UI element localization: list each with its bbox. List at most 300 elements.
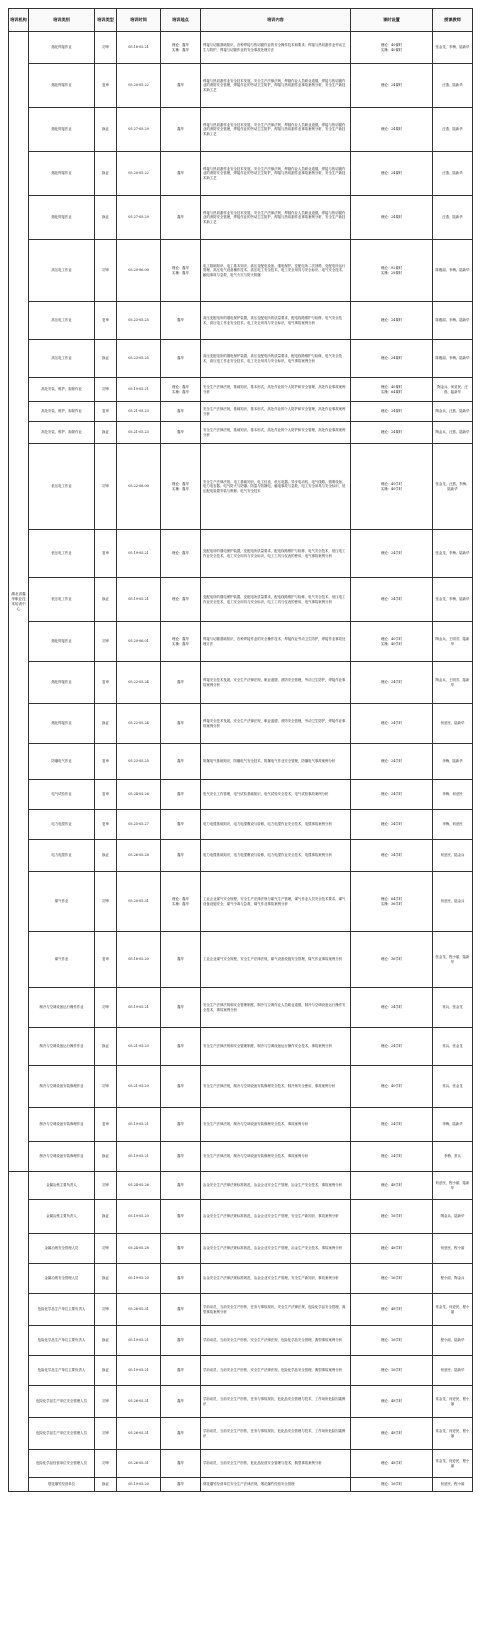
col-header-content: 培训内容	[201, 9, 351, 32]
cell-content: 变配电所的继电保护装置，变配电所质量要求，配电线路维护与检修，电气安全技术，低压电工作业安全技术，电工安全用具与安全标识，电工工具与仪表的使用，电气事故案例分析	[201, 530, 351, 578]
cell-hours	[351, 240, 433, 302]
cell-type: 换证	[95, 108, 117, 152]
col-header-teacher: 授课教师	[433, 9, 473, 32]
cell-content: 焊接与热切割作业安全技术发展，安全生产法律法规，焊割作业人员职业道德，焊接与热切割作业的消防安全管理，焊接作业的劳动卫生防护，焊接与热切割作业事故案例分析，安全生产新技术新工艺	[201, 64, 351, 108]
cell-hours-line: 理论：24课时	[380, 83, 403, 88]
cell-time: 05.20-06.09	[117, 240, 161, 302]
table-row	[9, 196, 473, 240]
cell-hours-line: 理论：24课时	[380, 215, 403, 220]
table-row	[9, 578, 473, 622]
cell-category: 危险化学品生产单位主要负责人	[29, 1356, 95, 1386]
table-row	[9, 402, 473, 422]
table-row	[9, 530, 473, 578]
cell-place-line: 理论：鑫华	[172, 385, 189, 390]
cell-hours	[351, 780, 433, 810]
cell-teacher: 何爱民、程小丽、陆新华	[433, 1172, 473, 1200]
cell-type: 初审	[95, 32, 117, 64]
cell-category: 低压电工作业	[29, 578, 95, 622]
cell-teacher: 常兵、张金龙	[433, 1066, 473, 1108]
cell-org: 湖北省鑫华职业技术培训中心	[9, 32, 29, 1172]
cell-time: 05.23-05.25	[117, 302, 161, 340]
cell-content: 安全生产法律法规，制冷与空调设备安装修理安全技术，事故案例分析	[201, 1142, 351, 1172]
cell-content: 防爆电气基础知识，防爆电气安全技术，防爆电气作业安全管理，防爆电气事故案例分析	[201, 744, 351, 780]
cell-hours	[351, 622, 433, 662]
cell-hours	[351, 1108, 433, 1142]
cell-time: 05.22-06.09	[117, 444, 161, 530]
cell-hours-line: 理论：24学时	[380, 1154, 403, 1159]
cell-hours-line: 理论：40课时	[380, 385, 403, 390]
cell-hours-line: 理论：48学时	[380, 1431, 403, 1436]
table-row	[9, 1386, 473, 1418]
cell-type: 复审	[95, 780, 117, 810]
cell-place	[161, 402, 201, 422]
cell-teacher: 陶金兵、何爱民、汪燕、陆新华	[433, 378, 473, 402]
cell-teacher: 汪燕、陆新华	[433, 108, 473, 152]
cell-place	[161, 1066, 201, 1108]
cell-type: 初审	[95, 444, 117, 530]
cell-place-line: 鑫华	[177, 1482, 184, 1487]
cell-hours	[351, 988, 433, 1028]
cell-category: 低压电工作业	[29, 444, 95, 530]
cell-place	[161, 108, 201, 152]
cell-time: 05.26-05.31	[117, 1386, 161, 1418]
cell-time: 05.21-05.23	[117, 402, 161, 422]
cell-type: 初审	[95, 872, 117, 932]
cell-type: 换证	[95, 340, 117, 378]
cell-place-line: 鑫华	[177, 1122, 184, 1127]
cell-time: 05.24-05.26	[117, 780, 161, 810]
cell-category: 电气试验作业	[29, 780, 95, 810]
cell-content: 变配电所的继电保护装置，变配电所质量要求，配电线路维护与检修，电气安全技术，低压电工作业安全技术，电工安全用具与安全标识，电工工具与仪表的使用，电气事故案例分析	[201, 578, 351, 622]
cell-hours	[351, 196, 433, 240]
cell-type: 换证	[95, 578, 117, 622]
cell-hours-line: 实操：64课时	[380, 389, 403, 394]
cell-hours	[351, 1450, 433, 1478]
cell-place	[161, 810, 201, 840]
cell-place-line: 实操：鑫华	[172, 389, 189, 394]
cell-teacher: 汪燕、陆新华	[433, 196, 473, 240]
cell-time: 05.20-05.31	[117, 872, 161, 932]
cell-teacher: 李梅、何爱民	[433, 810, 473, 840]
cell-place	[161, 662, 201, 704]
col-header-type: 培训类型	[95, 9, 117, 32]
cell-category: 烟花爆竹经营单位	[29, 1478, 95, 1492]
table-row	[9, 1028, 473, 1066]
col-header-org: 培训机构	[9, 9, 29, 32]
cell-content: 电气安全工作管理，电气试验基础知识，电气试验安全技术，电气试验事故案例分析	[201, 780, 351, 810]
cell-content: 冶金安全生产法律法规标准规范，冶金企业安全生产管理，安全生产新知识，事故案例分析	[201, 1200, 351, 1234]
cell-type: 复审	[95, 402, 117, 422]
cell-type: 复审	[95, 64, 117, 108]
cell-content: 安全生产法律法规，制冷与空调设备安装修理安全技术，事故案例分析	[201, 1108, 351, 1142]
col-header-category: 培训类别	[29, 9, 95, 32]
cell-category: 高压电工作业	[29, 340, 95, 378]
cell-time: 05.21-05.23	[117, 422, 161, 444]
cell-place-line: 鑫华	[177, 83, 184, 88]
table-row	[9, 704, 473, 744]
col-header-place: 培训地点	[161, 9, 201, 32]
cell-teacher: 常金龙、何爱民、程小丽	[433, 1418, 473, 1450]
col-header-time: 培训时间	[117, 9, 161, 32]
cell-hours	[351, 378, 433, 402]
cell-hours	[351, 578, 433, 622]
cell-hours	[351, 872, 433, 932]
cell-hours-line: 理论：24学时	[380, 721, 403, 726]
cell-content: 焊接与热切割作业安全技术发展，安全生产法律法规，焊割作业人员职业道德，焊接与热切割作业的消防安全管理，焊接作业的劳动卫生防护，焊接与热切割作业事故案例分析，安全生产新技术新工艺	[201, 152, 351, 196]
table-row	[9, 1450, 473, 1478]
cell-place-line: 鑫华	[177, 1246, 184, 1251]
cell-time: 05.19-05.20	[117, 1478, 161, 1492]
cell-time: 05.24-05.26	[117, 1172, 161, 1200]
col-header-hours: 课时设置	[351, 9, 433, 32]
cell-teacher: 张金龙、李梅、陆新华	[433, 32, 473, 64]
table-row	[9, 340, 473, 378]
cell-type: 换证	[95, 1326, 117, 1356]
cell-hours-line: 理论：48学时	[380, 1399, 403, 1404]
cell-hours-line: 理论：48学时	[380, 1307, 403, 1312]
cell-hours	[351, 1356, 433, 1386]
table-row	[9, 1294, 473, 1326]
cell-hours-line: 理论：16学时	[380, 1482, 403, 1487]
cell-type: 初审	[95, 1418, 117, 1450]
cell-hours-line: 理论：24课时	[380, 409, 403, 414]
cell-place	[161, 578, 201, 622]
cell-teacher: 何爱民、陆金兵	[433, 872, 473, 932]
cell-hours	[351, 1478, 433, 1492]
cell-place-line: 鑫华	[177, 127, 184, 132]
cell-place-line: 鑫华	[177, 1338, 184, 1343]
cell-time: 05.19-05.20	[117, 1200, 161, 1234]
table-row	[9, 744, 473, 780]
cell-place-line: 鑫华	[177, 1005, 184, 1010]
cell-category: 制冷与空调设备安装修理作业	[29, 1108, 95, 1142]
cell-teacher: 常兵、张金龙	[433, 988, 473, 1028]
cell-content: 工业企业煤气安全规程，安全生产法律法规与煤气生产管理，煤气作业人员安全技术要求，煤气设备设施安全，煤气中毒与急救，煤气作业事故案例分析	[201, 872, 351, 932]
cell-teacher: 陶金兵、汪燕、陆新华	[433, 402, 473, 422]
table-row	[9, 1108, 473, 1142]
cell-place	[161, 152, 201, 196]
cell-teacher: 汪燕、陆新华	[433, 64, 473, 108]
cell-time: 05.21-05.29	[117, 1066, 161, 1108]
cell-type: 换证	[95, 1356, 117, 1386]
cell-category: 金属冶炼安全管理人员	[29, 1264, 95, 1294]
cell-category: 熔化焊接作业	[29, 196, 95, 240]
table-row	[9, 988, 473, 1028]
table-row	[9, 64, 473, 108]
cell-content: 学前动员，当前安全生产形势，安全生产法律法规，危险化学品安全管理，典型事故案例分析	[201, 1326, 351, 1356]
cell-content: 安全生产法律法规和安全管理制度，制冷与空调作业人员职业道德，制冷与空调设备运行操作安全技术，事故案例分析	[201, 988, 351, 1028]
cell-category: 危险化学品生产单位主要负责人	[29, 1294, 95, 1326]
cell-type: 换证	[95, 422, 117, 444]
cell-time: 05.22-05.24	[117, 662, 161, 704]
cell-hours-line: 理论：24学时	[380, 680, 403, 685]
cell-hours	[351, 1172, 433, 1200]
cell-hours-line: 理论：40学时	[380, 482, 403, 487]
cell-time: 05.19-05.21	[117, 1326, 161, 1356]
cell-type: 复审	[95, 810, 117, 840]
cell-hours-line: 理论：24学时	[380, 551, 403, 556]
table-row	[9, 1326, 473, 1356]
cell-type: 换证	[95, 1028, 117, 1066]
cell-content: 安全生产法律法规、电工基础知识、电工仪表、低压电器、异步电动机、电气线路、照明设备、电力电容器、电气防火与防爆、防雷与防静电、触电事故与急救、电工安全用具与安全标识、低压配电装置安装与维修、电气安全技术	[201, 444, 351, 530]
cell-teacher: 陶金兵、王明芳、陆新华	[433, 622, 473, 662]
cell-content: 安全生产法律法规，基础知识，基本形式，高处作业的个人防护和安全管理，高处作业事故案例分析	[201, 402, 351, 422]
cell-teacher: 何爱民、陆金兵	[433, 840, 473, 872]
cell-place-line: 实操：鑫华	[172, 486, 189, 491]
cell-content: 电工基础知识、电工基本知识、高压变配电设备、继电保护、变配电所二次回路、变配电所运行管理、高压电气设备操作技术、高压电工安全技术、电工安全用具与安全标识、电气安全技术、触电事故与急救、电气火灾与防火防爆	[201, 240, 351, 302]
cell-hours-line: 理论：16学时	[380, 1276, 403, 1281]
cell-type: 换证	[95, 1264, 117, 1294]
cell-hours-line: 实操：40课时	[380, 47, 403, 52]
cell-type: 复审	[95, 662, 117, 704]
cell-category: 金属冶炼主要负责人	[29, 1200, 95, 1234]
cell-place	[161, 1028, 201, 1066]
cell-category: 金属冶炼主要负责人	[29, 1172, 95, 1200]
cell-place-line: 鑫华	[177, 792, 184, 797]
cell-hours-line: 理论：48学时	[380, 1461, 403, 1466]
cell-category: 危险化学品经营单位安全管理人员	[29, 1450, 95, 1478]
cell-type: 换证	[95, 196, 117, 240]
cell-teacher: 程小丽、陆新华	[433, 1326, 473, 1356]
cell-place	[161, 988, 201, 1028]
cell-teacher: 常金龙、何爱民、程小丽	[433, 1386, 473, 1418]
cell-category: 制冷与空调设备安装修理作业	[29, 1142, 95, 1172]
cell-teacher: 何爱民、程小丽	[433, 1234, 473, 1264]
cell-type: 换证	[95, 1200, 117, 1234]
cell-category: 电力电缆作业	[29, 810, 95, 840]
cell-place	[161, 530, 201, 578]
cell-type: 初审	[95, 240, 117, 302]
cell-place	[161, 1142, 201, 1172]
cell-place	[161, 1356, 201, 1386]
table-row	[9, 810, 473, 840]
cell-type: 复审	[95, 744, 117, 780]
cell-place	[161, 1264, 201, 1294]
table-row	[9, 108, 473, 152]
cell-hours	[351, 530, 433, 578]
cell-place-line: 鑫华	[177, 430, 184, 435]
cell-type: 初审	[95, 1294, 117, 1326]
cell-place	[161, 340, 201, 378]
cell-place-line: 鑫华	[177, 1276, 184, 1281]
table-row	[9, 932, 473, 988]
cell-place	[161, 422, 201, 444]
cell-place-line: 鑫华	[177, 1399, 184, 1404]
cell-category: 熔化焊接作业	[29, 64, 95, 108]
cell-hours-line: 理论：24课时	[380, 171, 403, 176]
cell-time: 05.27-05.29	[117, 196, 161, 240]
cell-teacher: 何爱民、程小丽	[433, 1478, 473, 1492]
cell-hours	[351, 32, 433, 64]
cell-category: 熔化焊接作业	[29, 152, 95, 196]
cell-hours-line: 理论：24学时	[380, 1044, 403, 1049]
cell-category: 危险化学品生产单位安全管理人员	[29, 1418, 95, 1450]
cell-place-line: 鑫华	[177, 957, 184, 962]
cell-type: 初审	[95, 622, 117, 662]
cell-hours-line: 理论：40学时	[380, 1084, 403, 1089]
cell-teacher: 程小丽、陶金兵	[433, 1264, 473, 1294]
cell-hours	[351, 704, 433, 744]
cell-place	[161, 1172, 201, 1200]
table-row	[9, 1478, 473, 1492]
cell-place-line: 鑫华	[177, 356, 184, 361]
cell-type: 初审	[95, 1386, 117, 1418]
cell-teacher: 陈雅丽、李梅、陆新华	[433, 340, 473, 378]
cell-time: 05.26-05.31	[117, 1450, 161, 1478]
cell-place	[161, 1108, 201, 1142]
cell-teacher: 何爱民、陆新华	[433, 704, 473, 744]
cell-hours-line: 实操：36学时	[380, 901, 403, 906]
cell-type: 初审	[95, 1450, 117, 1478]
cell-teacher: 陶金兵、汪燕、陆新华	[433, 422, 473, 444]
cell-type: 复审	[95, 530, 117, 578]
table-row	[9, 1234, 473, 1264]
cell-teacher: 常金龙、何爱民、程小丽	[433, 1450, 473, 1478]
cell-place-line: 实操：鑫华	[172, 47, 189, 52]
cell-content: 焊接与切割基础知识，各种焊接与热切割作业的安全操作技术和要求；焊接与热切割作业劳动卫生与防护，焊接与切割作业的安全事故处理方法	[201, 32, 351, 64]
cell-type: 初审	[95, 1234, 117, 1264]
cell-place-line: 实操：鑫华	[172, 901, 189, 906]
cell-category: 高压电工作业	[29, 302, 95, 340]
cell-category: 熔化焊接作业	[29, 622, 95, 662]
cell-hours	[351, 1234, 433, 1264]
table-row	[9, 1142, 473, 1172]
cell-hours	[351, 810, 433, 840]
cell-hours	[351, 932, 433, 988]
cell-content: 学前动员，当前安全生产形势，任务与事故现状，危化品安全管理与技术，工作场所危险因素辨识	[201, 1418, 351, 1450]
cell-category: 危险化学品生产单位主要负责人	[29, 1326, 95, 1356]
cell-hours	[351, 152, 433, 196]
cell-content: 学前动员，当前安全生产形势，安全生产法律法规，危险化学品安全管理，典型事故案例分析	[201, 1356, 351, 1386]
cell-time: 05.19-05.21	[117, 988, 161, 1028]
cell-place	[161, 744, 201, 780]
cell-category: 低压电工作业	[29, 530, 95, 578]
cell-hours	[351, 1028, 433, 1066]
cell-hours	[351, 1066, 433, 1108]
cell-hours	[351, 108, 433, 152]
cell-hours	[351, 1418, 433, 1450]
cell-content: 安全生产法律法规，基础知识，基本形式，高处作业的个人防护和安全管理，高处作业事故案例分析	[201, 422, 351, 444]
table-row	[9, 152, 473, 196]
cell-time: 05.21-05.23	[117, 1028, 161, 1066]
cell-place-line: 鑫华	[177, 680, 184, 685]
cell-content: 冶金安全生产法律法规标准规范，冶金企业安全生产管理，安全生产新知识，事故案例分析	[201, 1264, 351, 1294]
table-row	[9, 1200, 473, 1234]
cell-content: 高压变配电所的继电保护装置，高压变配电所的质量要求，配电线路维护与检修，电气安全技术，高压电工作业安全技术，电工安全用具与安全标识，电气事故案例分析	[201, 340, 351, 378]
cell-place	[161, 932, 201, 988]
cell-teacher: 陈雅丽、李梅、陆新华	[433, 240, 473, 302]
table-row	[9, 1264, 473, 1294]
cell-place-line: 鑫华	[177, 1084, 184, 1089]
table-row	[9, 302, 473, 340]
cell-teacher: 何爱民、陆新华	[433, 1356, 473, 1386]
cell-time: 05.20-05.22	[117, 64, 161, 108]
cell-time: 05.19-05.20	[117, 1264, 161, 1294]
cell-time: 05.23-05.25	[117, 340, 161, 378]
cell-place-line: 理论：鑫华	[172, 637, 189, 642]
cell-hours-line: 理论：24学时	[380, 853, 403, 858]
cell-teacher: 张金龙、李梅、陆新华	[433, 530, 473, 578]
table-row	[9, 422, 473, 444]
cell-category: 制冷与空调设备运行操作作业	[29, 1028, 95, 1066]
cell-place-line: 鑫华	[177, 318, 184, 323]
cell-type: 初审	[95, 1066, 117, 1108]
cell-teacher: 李梅、常兵	[433, 1142, 473, 1172]
cell-hours-line: 理论：24学时	[380, 759, 403, 764]
cell-hours-line: 理论：48学时	[380, 1246, 403, 1251]
header-row	[9, 9, 473, 32]
cell-place	[161, 872, 201, 932]
cell-place	[161, 1478, 201, 1492]
cell-place	[161, 704, 201, 744]
cell-place-line: 鑫华	[177, 1183, 184, 1188]
cell-content: 焊接安全技术发展，安全生产法律法规，职业道德，消防安全管理，劳动卫生防护，焊接作业事故案例分析	[201, 704, 351, 744]
cell-category: 电力电缆作业	[29, 840, 95, 872]
cell-place-line: 鑫华	[177, 1044, 184, 1049]
cell-teacher: 常兵、张金龙	[433, 1028, 473, 1066]
cell-category: 煤气作业	[29, 932, 95, 988]
cell-place-line: 理论：鑫华	[172, 597, 189, 602]
cell-hours-line: 理论：92课时	[380, 266, 403, 271]
cell-category: 熔化焊接作业	[29, 32, 95, 64]
cell-place-line: 鑫华	[177, 215, 184, 220]
cell-place-line: 鑫华	[177, 409, 184, 414]
cell-category: 高处安装、维护、拆除作业	[29, 402, 95, 422]
cell-content: 焊接与切割基础知识，各种焊接作业的安全操作技术，焊接作业劳动卫生防护，焊接作业事故处理方法	[201, 622, 351, 662]
cell-teacher: 张金龙、汪燕、李梅、陆新华	[433, 444, 473, 530]
cell-teacher: 李梅、陆新华	[433, 1108, 473, 1142]
cell-time: 05.20-05.22	[117, 152, 161, 196]
cell-time: 05.23-05.25	[117, 744, 161, 780]
cell-place-line: 理论：鑫华	[172, 482, 189, 487]
cell-hours-line: 理论：24学时	[380, 597, 403, 602]
cell-hours	[351, 1326, 433, 1356]
cell-hours	[351, 422, 433, 444]
training-schedule-table	[8, 8, 473, 1492]
cell-time: 05.26-05.31	[117, 1418, 161, 1450]
cell-teacher: 张金龙、程小丽、陆新华	[433, 932, 473, 988]
cell-place	[161, 1200, 201, 1234]
cell-time: 05.19-05.21	[117, 578, 161, 622]
cell-content: 工业企业煤气安全规程，安全生产法律法规，煤气设备设施安全管理，煤气作业事故案例分析	[201, 932, 351, 988]
cell-content: 安全生产法律法规，制冷与空调设备安装修理安全技术，制冷剂安全使用，事故案例分析	[201, 1066, 351, 1108]
cell-category: 危险化学品生产单位安全管理人员	[29, 1386, 95, 1418]
cell-type: 初审	[95, 988, 117, 1028]
cell-hours-line: 理论：40课时	[380, 43, 403, 48]
cell-place	[161, 64, 201, 108]
cell-time: 05.19-05.21	[117, 378, 161, 402]
cell-place-line: 鑫华	[177, 721, 184, 726]
cell-category: 制冷与空调设备安装修理作业	[29, 1066, 95, 1108]
cell-time: 05.18-05.21	[117, 32, 161, 64]
cell-place-line: 实操：鑫华	[172, 641, 189, 646]
training-schedule-sheet	[8, 8, 472, 1492]
cell-place-line: 鑫华	[177, 1431, 184, 1436]
cell-hours	[351, 1386, 433, 1418]
cell-time: 05.19-05.21	[117, 1356, 161, 1386]
cell-hours	[351, 744, 433, 780]
cell-place	[161, 444, 201, 530]
cell-hours-line: 理论：36学时	[380, 957, 403, 962]
table-row	[9, 662, 473, 704]
cell-place	[161, 240, 201, 302]
cell-content: 冶金安全生产法律法规标准规范，冶金企业安全生产管理，冶金生产安全技术，事故案例分析	[201, 1172, 351, 1200]
cell-content: 烟花爆竹经营单位安全生产法律法规，烟花爆竹经营安全管理	[201, 1478, 351, 1492]
cell-time: 05.25-05.27	[117, 810, 161, 840]
cell-type: 初审	[95, 1172, 117, 1200]
cell-place-line: 鑫华	[177, 759, 184, 764]
cell-category: 防爆电气作业	[29, 744, 95, 780]
